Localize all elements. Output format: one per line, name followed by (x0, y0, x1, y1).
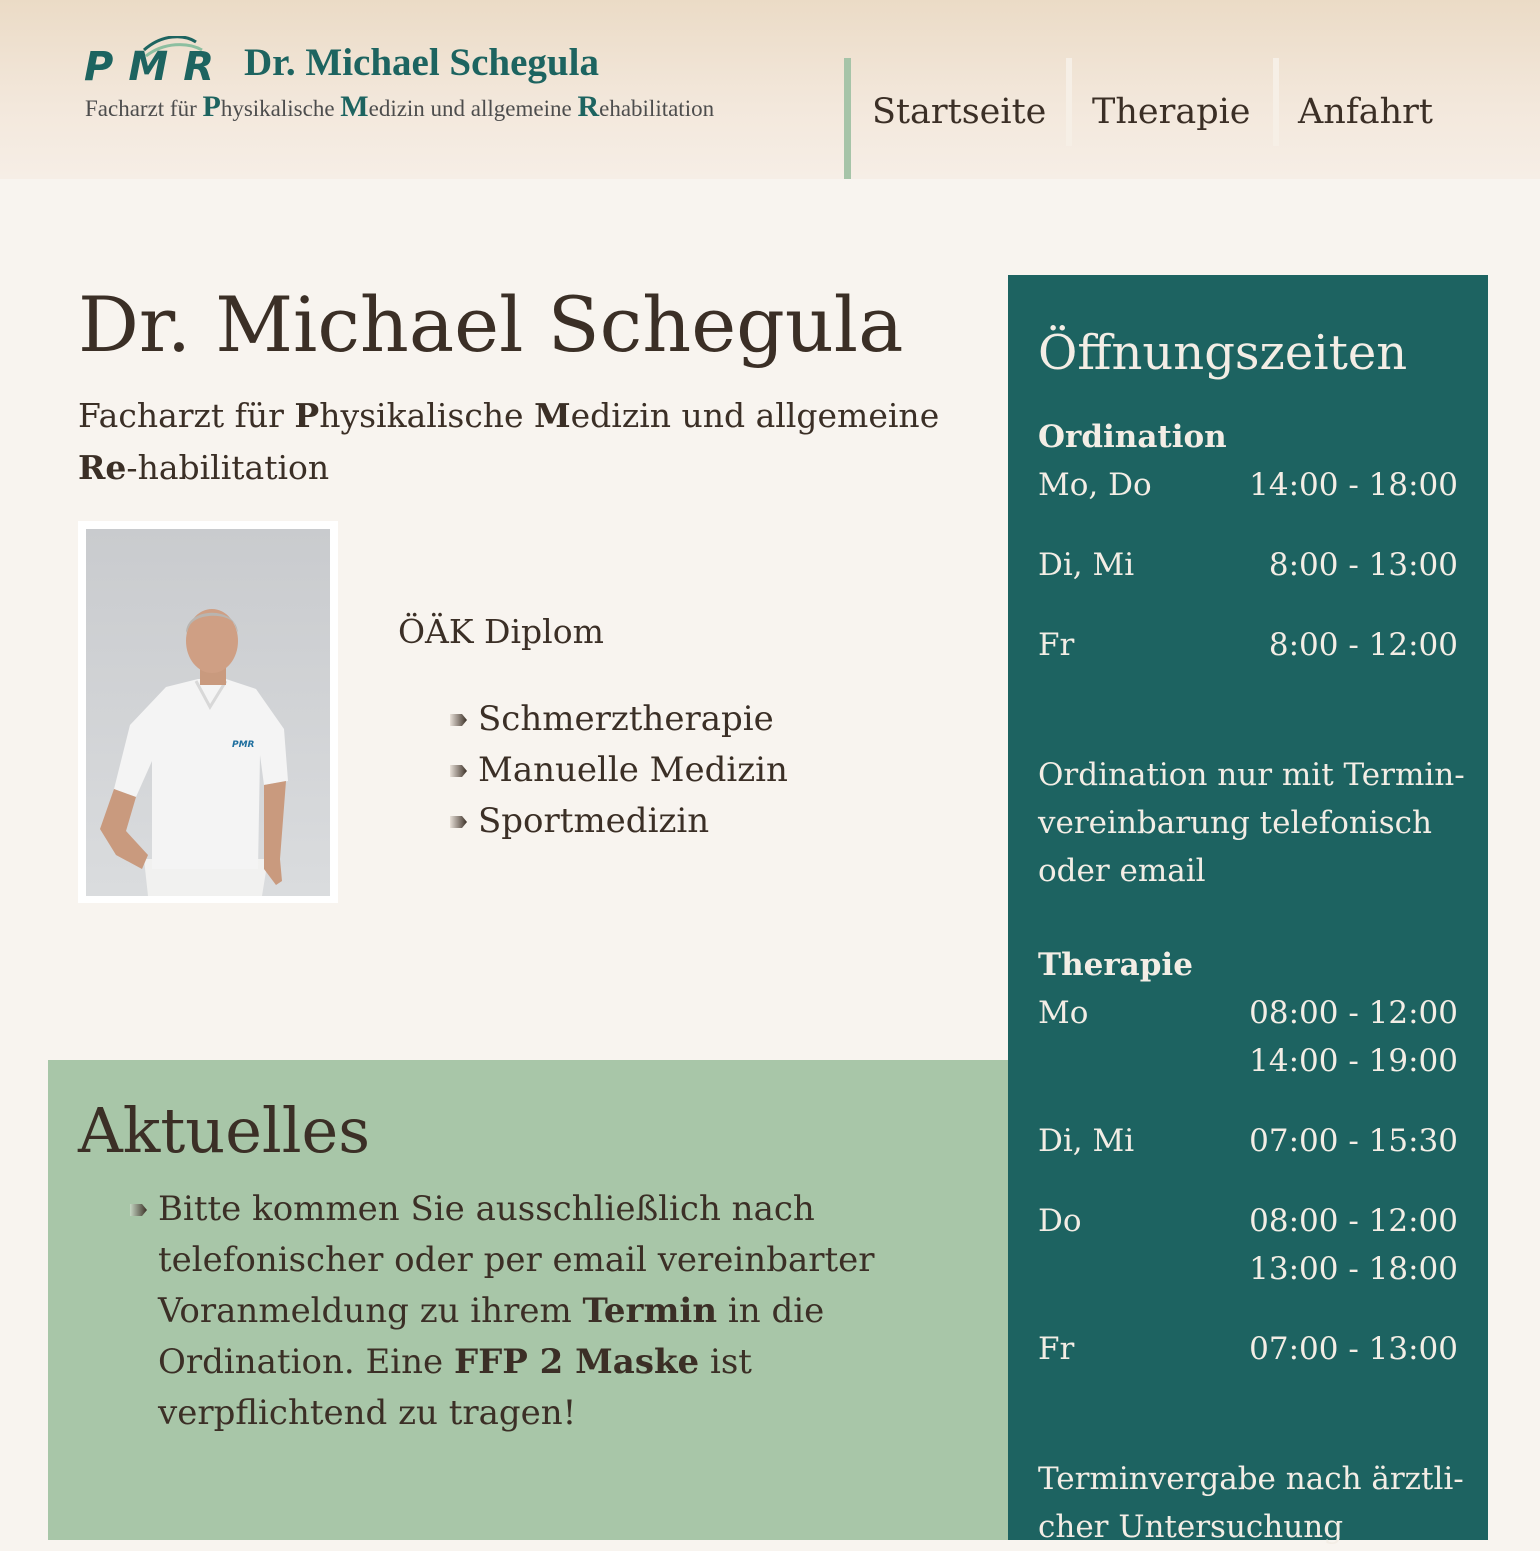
list-item: Sportmedizin (448, 796, 788, 847)
arrow-bullet-icon (128, 1200, 148, 1220)
news-section (48, 1060, 1008, 1540)
nav-therapie[interactable]: Therapie (1092, 92, 1251, 132)
hours-day: Mo (1038, 995, 1089, 1031)
nav-anfahrt[interactable]: Anfahrt (1298, 92, 1433, 132)
hours-day: Do (1038, 1203, 1082, 1239)
logo-name: Dr. Michael Schegula (244, 41, 599, 84)
arrow-bullet-icon (448, 710, 468, 730)
hours-time: 07:00 - 15:30 (1249, 1123, 1458, 1159)
nav-active-indicator (844, 58, 851, 179)
logo-subtitle: Facharzt für Physikalische Medizin und allgemeine Rehabilitation (85, 90, 715, 123)
therapie-note: Terminvergabe nach ärztli-cher Untersuchung (1038, 1461, 1464, 1545)
svg-text:PMR: PMR (232, 740, 255, 750)
hours-time: 8:00 - 12:00 (1268, 627, 1458, 663)
opening-hours-panel (1008, 275, 1488, 1545)
doctor-photo (86, 529, 330, 896)
svg-text:PMR: PMR (84, 44, 214, 90)
hours-time: 8:00 - 13:00 (1268, 547, 1458, 583)
page-subtitle: Facharzt für Physikalische Medizin und allgemeine Re-habilitation (78, 396, 940, 487)
pmr-logo-icon (84, 36, 216, 94)
opening-hours-title: Öffnungszeiten (1038, 325, 1408, 381)
news-title: Aktuelles (78, 1094, 371, 1167)
ordination-title: Ordination (1038, 419, 1227, 455)
hours-time: 08:00 - 12:00 (1249, 1203, 1458, 1239)
news-item: Bitte kommen Sie ausschließlich nach telefonischer oder per email vereinbarter Voranmeldung zu ihrem Termin in die Ordination. Eine FFP 2 Maske ist verpflichtend zu tragen! (128, 1184, 968, 1439)
hours-day: Mo, Do (1038, 467, 1152, 503)
hours-day: Fr (1038, 627, 1075, 663)
arrow-bullet-icon (448, 761, 468, 781)
news-list (128, 1184, 968, 1439)
hours-time: 14:00 - 19:00 (1249, 1043, 1458, 1079)
site-logo[interactable] (84, 36, 804, 136)
therapie-title: Therapie (1038, 947, 1193, 983)
list-item: Schmerztherapie (448, 694, 788, 745)
diploma-label: ÖÄK Diplom (398, 612, 604, 651)
nav-divider (1273, 58, 1279, 146)
hours-day: Fr (1038, 1331, 1075, 1367)
hours-day: Di, Mi (1038, 1123, 1135, 1159)
skills-list (448, 694, 788, 847)
page-title: Dr. Michael Schegula (78, 280, 904, 369)
hours-time: 13:00 - 18:00 (1249, 1251, 1458, 1287)
doctor-photo-frame (78, 521, 338, 903)
nav-startseite[interactable]: Startseite (872, 92, 1047, 132)
hours-time: 08:00 - 12:00 (1249, 995, 1458, 1031)
hours-time: 14:00 - 18:00 (1249, 467, 1458, 503)
hours-day: Di, Mi (1038, 547, 1135, 583)
list-item: Manuelle Medizin (448, 745, 788, 796)
hours-time: 07:00 - 13:00 (1249, 1331, 1458, 1367)
nav-divider (1066, 58, 1072, 146)
site-header (0, 0, 1540, 179)
arrow-bullet-icon (448, 812, 468, 832)
ordination-note: Ordination nur mit Termin-vereinbarung telefonisch oder email (1038, 757, 1465, 889)
